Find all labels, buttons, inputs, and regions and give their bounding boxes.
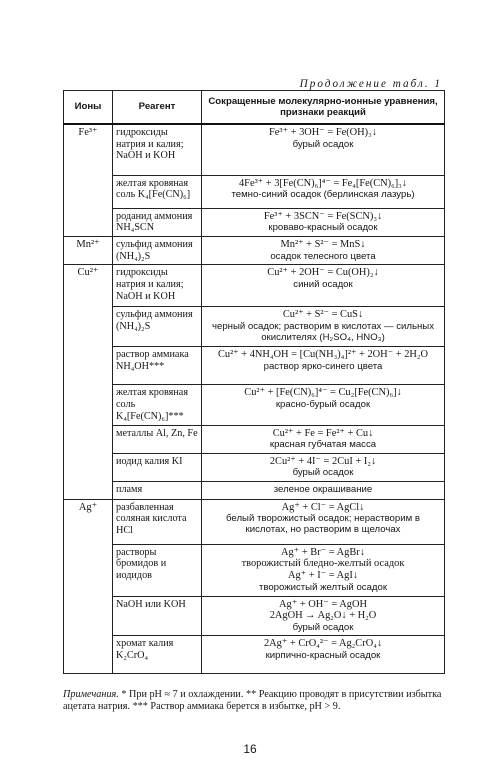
equation-line: Cu²⁺ + S²⁻ = CuS↓ <box>282 309 364 321</box>
reagent-cell: хромат калия K₂CrO₄ <box>113 636 202 674</box>
reagent-cell: разбавленная соляная кислота HCl <box>113 499 202 544</box>
equation-cell <box>202 453 445 481</box>
equation-cell <box>202 544 445 596</box>
table-row <box>64 265 445 307</box>
ion-cell: Ag⁺ <box>64 499 113 674</box>
table-row <box>64 544 445 596</box>
reaction-sign: творожистый желтый осадок <box>258 582 388 594</box>
reagent-cell: гидроксиды натрия и калия; NaOH и KOH <box>113 124 202 175</box>
reaction-sign: красно-бурый осадок <box>275 399 371 411</box>
table-body <box>64 124 445 674</box>
reaction-sign: синий осадок <box>293 279 353 291</box>
reaction-sign: раствор ярко-синего цвета <box>263 361 383 373</box>
equation-line: Ag⁺ + Br⁻ = AgBr↓ <box>281 546 365 558</box>
reaction-sign: осадок телесного цвета <box>270 250 376 262</box>
table-row <box>64 208 445 236</box>
equation-line: Cu²⁺ + [Fe(CN)₆]⁴⁻ = Cu₂[Fe(CN)₆]↓ <box>244 387 402 399</box>
equation-line: Mn²⁺ + S²⁻ = MnS↓ <box>280 238 366 250</box>
equation-cell <box>202 236 445 264</box>
equation-cell <box>202 124 445 175</box>
reaction-sign: зеленое окрашивание <box>273 483 373 495</box>
footnotes <box>63 689 444 713</box>
ion-cell: Mn²⁺ <box>64 236 113 264</box>
table-row <box>64 499 445 544</box>
equation-cell <box>202 596 445 636</box>
table-row <box>64 124 445 175</box>
equation-line: Fe³⁺ + 3OH⁻ = Fe(OH)₃↓ <box>269 127 377 138</box>
ion-cell: Cu²⁺ <box>64 265 113 499</box>
equation-line: 2Cu²⁺ + 4I⁻ = 2CuI + I₂↓ <box>269 455 377 467</box>
reaction-sign: бурый осадок <box>292 467 354 479</box>
continuation-label: Продолжение табл. 1 <box>299 78 442 90</box>
equation-cell <box>202 175 445 208</box>
reaction-sign: бурый осадок <box>292 138 354 150</box>
table-row <box>64 481 445 499</box>
equation-cell <box>202 499 445 544</box>
equation-line: 2Ag⁺ + CrO₄²⁻ = Ag₂CrO₄↓ <box>263 638 383 650</box>
equation-cell <box>202 307 445 347</box>
reaction-sign: темно-синий осадок (берлинская лазурь) <box>231 189 415 201</box>
reagent-cell: растворы бромидов и иодидов <box>113 544 202 596</box>
reagent-cell: желтая кровяная соль K₄[Fe(CN)₆]*** <box>113 385 202 425</box>
footnotes-label: Примечания. <box>63 689 119 700</box>
table-row <box>64 385 445 425</box>
equation-line: Fe³⁺ + 3SCN⁻ = Fe(SCN)₃↓ <box>263 210 383 222</box>
equation-cell <box>202 265 445 307</box>
equation-line: Cu²⁺ + 4NH₄OH = [Cu(NH₃)₄]²⁺ + 2OH⁻ + 2H₂O <box>217 349 429 361</box>
reagent-cell: иодид калия KI <box>113 453 202 481</box>
equation-line: Cu²⁺ + Fe = Fe²⁺ + Cu↓ <box>272 427 374 439</box>
header-equation: Сокращенные молекулярно-ионные уравнения, признаки реакций <box>202 91 445 125</box>
table-row <box>64 175 445 208</box>
reaction-sign: белый творожистый осадок; нерастворим в кислотах, но растворим в щелочах <box>226 513 420 536</box>
reagent-cell: сульфид аммония (NH₄)₂S <box>113 236 202 264</box>
reagent-cell: желтая кровяная соль K₄[Fe(CN)₆] <box>113 175 202 208</box>
ion-cell: Fe³⁺ <box>64 124 113 236</box>
equation-line: Cu²⁺ + 2OH⁻ = Cu(OH)₂↓ <box>267 267 379 279</box>
table-row <box>64 347 445 385</box>
equation-line: Ag⁺ + Cl⁻ = AgCl↓ <box>281 501 365 513</box>
reagent-cell: раствор аммиака NH₄OH*** <box>113 347 202 385</box>
equation-line: творожистый бледно-желтый осадок <box>241 558 405 570</box>
reaction-sign: бурый осадок <box>292 622 354 634</box>
equation-cell <box>202 347 445 385</box>
reagent-cell: гидроксиды натрия и калия; NaOH и KOH <box>113 265 202 307</box>
table-row <box>64 236 445 264</box>
reagent-cell: NaOH или KOH <box>113 596 202 636</box>
equation-cell <box>202 481 445 499</box>
table-row <box>64 453 445 481</box>
reactions-table <box>63 90 445 674</box>
reagent-cell: роданид аммония NH₄SCN <box>113 208 202 236</box>
reaction-sign: красная губчатая масса <box>269 439 377 451</box>
header-ions: Ионы <box>64 91 113 125</box>
page-number: 16 <box>243 742 257 756</box>
reaction-sign: кирпично-красный осадок <box>265 650 381 662</box>
reagent-cell: сульфид аммония (NH₄)₂S <box>113 307 202 347</box>
reagent-cell: металлы Al, Zn, Fe <box>113 425 202 453</box>
reagent-cell: пламя <box>113 481 202 499</box>
table-header-row <box>64 91 445 125</box>
table-row <box>64 636 445 674</box>
footnotes-text: * При pH ≈ 7 и охлаждении. ** Реакцию проводят в присутствии избытка ацетата натрия. *** Раствор аммиака берется в избытке, pH > 9. <box>63 689 442 713</box>
header-reagent: Реагент <box>113 91 202 125</box>
table-row <box>64 596 445 636</box>
equation-line: 2AgOH → Ag₂O↓ + H₂O <box>269 610 377 622</box>
reaction-sign: кроваво-красный осадок <box>268 222 378 234</box>
equation-line: Ag⁺ + I⁻ = AgI↓ <box>287 570 359 582</box>
reaction-sign: черный осадок; растворим в кислотах — сильных окислителях (H₂SO₄, HNO₃) <box>212 321 434 344</box>
table-row <box>64 307 445 347</box>
equation-cell <box>202 385 445 425</box>
table-row <box>64 425 445 453</box>
equation-line: 4Fe³⁺ + 3[Fe(CN)₆]⁴⁻ = Fe₄[Fe(CN)₆]₃↓ <box>238 177 407 189</box>
equation-cell <box>202 208 445 236</box>
equation-cell <box>202 425 445 453</box>
equation-cell <box>202 636 445 674</box>
equation-line: Ag⁺ + OH⁻ = AgOH <box>279 598 367 610</box>
